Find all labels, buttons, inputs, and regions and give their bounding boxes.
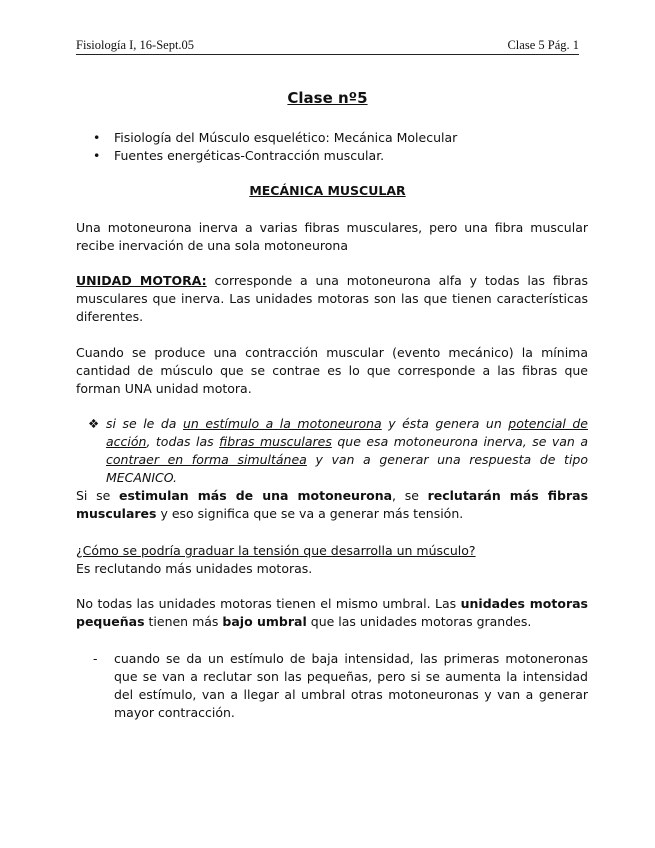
dash-note-text: cuando se da un estímulo de baja intensidad, las primeras motoneronas que se van a reclutar son las pequeñas, pero si se aumenta la intensidad del estímulo, van a llegar al umbral otras motoneuronas y van a generar mayor contracción.: [114, 651, 588, 720]
text-span: tienen más: [144, 614, 223, 629]
dash-bullet: -: [93, 651, 98, 666]
topic-item: • Fuentes energéticas-Contracción muscular.: [93, 147, 593, 165]
page-title: Clase nº5: [287, 89, 368, 107]
bold-span: bajo umbral: [222, 614, 307, 629]
paragraph-recruitment: [76, 487, 588, 523]
paragraph-contraction: Cuando se produce una contracción muscular (evento mecánico) la mínima cantidad de músculo que se contrae es lo que corresponde a las fibras que forman UNA unidad motora.: [76, 345, 588, 396]
text-span: , se: [392, 488, 428, 503]
topic-item: • Fisiología del Músculo esquelético: Mecánica Molecular: [93, 129, 593, 147]
underlined-span: fibras musculares: [219, 434, 332, 449]
header-course: Fisiología I, 16-Sept.05: [76, 38, 195, 52]
paragraph-question: [76, 542, 588, 578]
text-span: No todas las unidades motoras tienen el mismo umbral. Las: [76, 596, 461, 611]
text-span: y eso significa que se va a generar más tensión.: [156, 506, 464, 521]
section-title: MECÁNICA MUSCULAR: [249, 183, 406, 198]
answer-text: Es reclutando más unidades motoras.: [76, 561, 313, 576]
paragraph-innervation: Una motoneurona inerva a varias fibras musculares, pero una fibra muscular recibe inervación de una sola motoneurona: [76, 220, 588, 253]
underlined-span: potencial de acción: [106, 416, 588, 449]
bold-span: estimulan más de una motoneurona: [118, 488, 393, 503]
paragraph-threshold: [76, 595, 588, 631]
text-span: y van a generar una respuesta de tipo MECANICO.: [106, 452, 588, 485]
diamond-bullet-icon: ❖: [88, 416, 100, 431]
question-text: ¿Cómo se podría graduar la tensión que desarrolla un músculo?: [76, 543, 476, 558]
highlight-text: [106, 415, 588, 487]
dash-note: [93, 650, 588, 722]
page-header: [76, 38, 579, 55]
text-span: , todas las: [146, 434, 220, 449]
bold-span: reclutarán más fibras musculares: [76, 488, 589, 521]
text-span: Si se: [76, 488, 119, 503]
underlined-span: un estímulo a la motoneurona: [182, 416, 382, 431]
topic-list: [93, 129, 593, 165]
term-motor-unit: UNIDAD MOTORA:: [76, 273, 207, 288]
underlined-span: contraer en forma simultánea: [106, 452, 307, 467]
header-page: Clase 5 Pág. 1: [507, 38, 579, 52]
text-span: si se le da: [106, 416, 183, 431]
text-span: que las unidades motoras grandes.: [306, 614, 532, 629]
highlight-note: [88, 415, 588, 487]
text-span: y ésta genera un: [381, 416, 509, 431]
text-span: que esa motoneurona inerva, se van a: [331, 434, 588, 449]
motor-unit-definition: corresponde a una motoneurona alfa y todas las fibras musculares que inerva. Las unidades motoras son las que tienen características diferentes.: [76, 273, 588, 324]
paragraph-motor-unit: [76, 272, 588, 326]
bold-span: unidades motoras pequeñas: [76, 596, 588, 629]
